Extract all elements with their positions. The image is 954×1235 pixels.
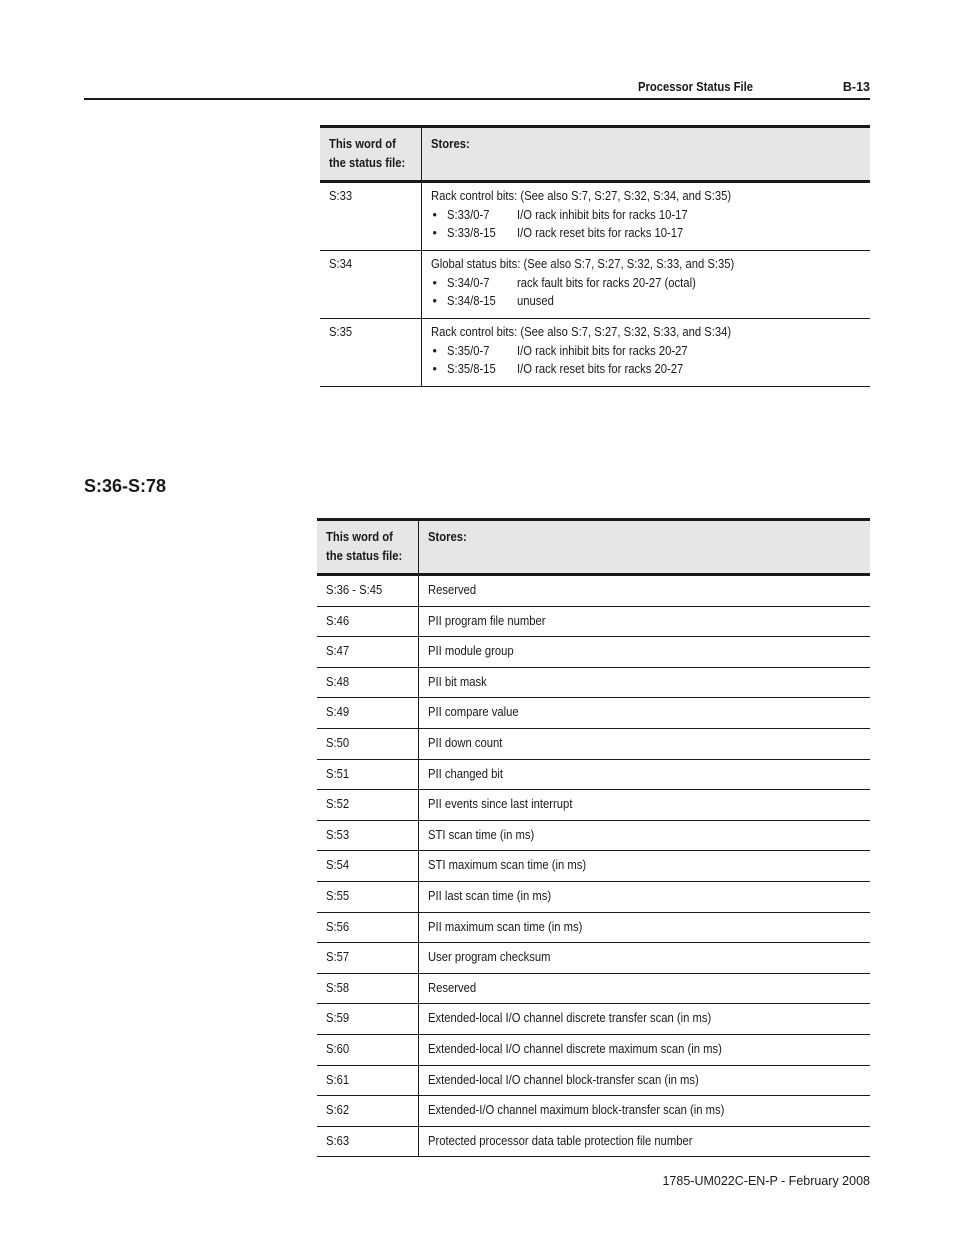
word-cell: S:57 <box>317 943 418 974</box>
table-row <box>317 943 870 974</box>
word-cell: S:62 <box>317 1096 418 1127</box>
stores-cell: PII module group <box>418 637 870 668</box>
stores-cell: PII program file number <box>418 606 870 637</box>
stores-cell: PII compare value <box>418 698 870 729</box>
stores-cell: PII last scan time (in ms) <box>418 881 870 912</box>
word-cell: S:46 <box>317 606 418 637</box>
word-cell: S:35 <box>320 319 421 387</box>
table-row <box>320 319 870 387</box>
word-cell: S:53 <box>317 820 418 851</box>
stores-cell: Extended-local I/O channel block-transfer scan (in ms) <box>418 1065 870 1096</box>
table-row <box>317 881 870 912</box>
table-row <box>317 575 870 607</box>
table-row <box>317 1004 870 1035</box>
table-row <box>317 759 870 790</box>
word-cell: S:36 - S:45 <box>317 575 418 607</box>
word-cell: S:60 <box>317 1034 418 1065</box>
list-item: • S:33/8-15 I/O rack reset bits for racks 10-17 <box>431 224 871 243</box>
stores-cell: Extended-local I/O channel discrete transfer scan (in ms) <box>418 1004 870 1035</box>
stores-cell: STI maximum scan time (in ms) <box>418 851 870 882</box>
stores-cell: PII maximum scan time (in ms) <box>418 912 870 943</box>
word-cell: S:34 <box>320 251 421 319</box>
table-row <box>317 728 870 759</box>
status-table-s33-s35 <box>320 125 870 387</box>
word-cell: S:51 <box>317 759 418 790</box>
word-cell: S:63 <box>317 1126 418 1157</box>
column-header-stores: Stores: <box>418 520 870 575</box>
stores-cell: PII changed bit <box>418 759 870 790</box>
word-cell: S:58 <box>317 973 418 1004</box>
table-row <box>317 973 870 1004</box>
status-table-s36-s78 <box>317 518 870 1157</box>
bullet-icon: • <box>432 207 437 222</box>
bullet-icon: • <box>432 275 437 290</box>
stores-cell: Extended-local I/O channel discrete maximum scan (in ms) <box>418 1034 870 1065</box>
table-header-row <box>317 520 870 575</box>
bullet-icon: • <box>432 362 437 377</box>
page-number: B-13 <box>842 80 870 94</box>
stores-cell: PII events since last interrupt <box>418 790 870 821</box>
column-header-word: This word of the status file: <box>317 520 418 575</box>
table-row <box>320 182 870 251</box>
stores-cell: Extended-I/O channel maximum block-transfer scan (in ms) <box>418 1096 870 1127</box>
word-cell: S:49 <box>317 698 418 729</box>
word-cell: S:55 <box>317 881 418 912</box>
table-row <box>317 667 870 698</box>
table-row <box>317 1096 870 1127</box>
column-header-word: This word of the status file: <box>320 127 421 182</box>
table-row <box>317 912 870 943</box>
word-cell: S:61 <box>317 1065 418 1096</box>
stores-cell: PII bit mask <box>418 667 870 698</box>
stores-cell: Reserved <box>418 575 870 607</box>
table-row <box>317 698 870 729</box>
stores-cell: Rack control bits: (See also S:7, S:27, S:32, S:34, and S:35) • S:33/0-7 I/O rack inhibit bits for racks 10-17 • S:33/8-15 I/O rack reset bits for racks 10-17 <box>421 182 870 251</box>
stores-cell: STI scan time (in ms) <box>418 820 870 851</box>
bullet-icon: • <box>432 294 437 309</box>
list-item: • S:34/0-7 rack fault bits for racks 20-27 (octal) <box>431 274 871 293</box>
table-row <box>317 851 870 882</box>
stores-cell: Reserved <box>418 973 870 1004</box>
word-cell: S:54 <box>317 851 418 882</box>
stores-cell: User program checksum <box>418 943 870 974</box>
word-cell: S:33 <box>320 182 421 251</box>
table-row <box>317 820 870 851</box>
stores-cell: Rack control bits: (See also S:7, S:27, S:32, S:33, and S:34) • S:35/0-7 I/O rack inhibit bits for racks 20-27 • S:35/8-15 I/O rack reset bits for racks 20-27 <box>421 319 870 387</box>
table-row <box>317 637 870 668</box>
stores-cell: PII down count <box>418 728 870 759</box>
table-row <box>317 1065 870 1096</box>
bullet-icon: • <box>432 343 437 358</box>
list-item: • S:35/8-15 I/O rack reset bits for racks 20-27 <box>431 360 871 379</box>
word-cell: S:47 <box>317 637 418 668</box>
table-header-row <box>320 127 870 182</box>
column-header-stores: Stores: <box>421 127 870 182</box>
header-rule <box>84 98 870 100</box>
header-title: Processor Status File <box>638 80 754 94</box>
list-item: • S:35/0-7 I/O rack inhibit bits for racks 20-27 <box>431 342 871 361</box>
list-item: • S:34/8-15 unused <box>431 292 871 311</box>
word-cell: S:59 <box>317 1004 418 1035</box>
word-cell: S:50 <box>317 728 418 759</box>
section-heading: S:36-S:78 <box>84 476 167 496</box>
table-row <box>317 790 870 821</box>
table-row <box>317 1034 870 1065</box>
footer-doc-id: 1785-UM022C-EN-P - February 2008 <box>662 1174 870 1188</box>
word-cell: S:52 <box>317 790 418 821</box>
bullet-icon: • <box>432 226 437 241</box>
word-cell: S:56 <box>317 912 418 943</box>
stores-cell: Protected processor data table protection file number <box>418 1126 870 1157</box>
table-row <box>317 606 870 637</box>
word-cell: S:48 <box>317 667 418 698</box>
table-row <box>317 1126 870 1157</box>
list-item: • S:33/0-7 I/O rack inhibit bits for racks 10-17 <box>431 206 871 225</box>
stores-cell: Global status bits: (See also S:7, S:27, S:32, S:33, and S:35) • S:34/0-7 rack fault bits for racks 20-27 (octal) • S:34/8-15 unused <box>421 251 870 319</box>
table-row <box>320 251 870 319</box>
